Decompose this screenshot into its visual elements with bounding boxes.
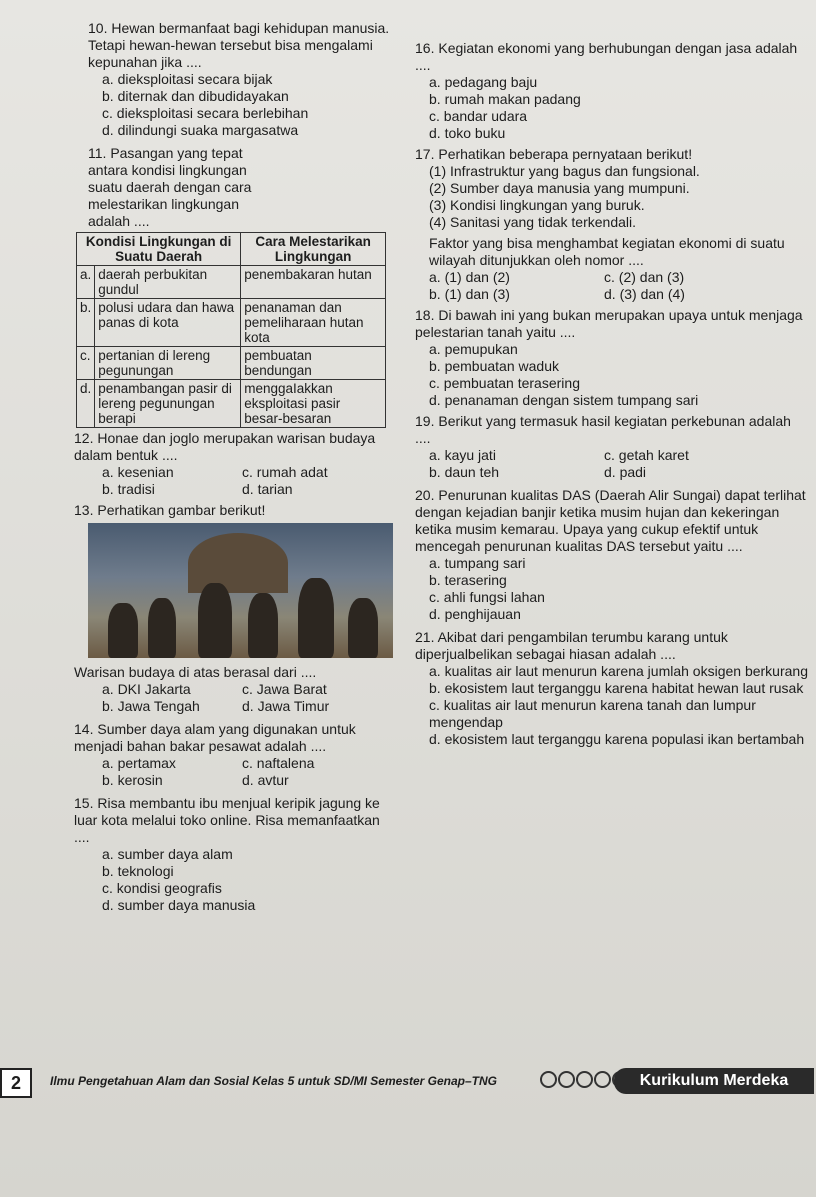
question-stem: 11. Pasangan yang tepat antara kondisi lingkungan suatu daerah dengan cara melestarikan lingkungan adalah ....: [88, 145, 252, 229]
option: a. kayu jati: [429, 447, 496, 463]
question-followup: Warisan budaya di atas berasal dari ....: [74, 664, 317, 680]
table-row: [77, 380, 386, 428]
option: a. dieksploitasi secara bijak: [102, 71, 273, 87]
option: a. kualitas air laut menurun karena jumlah oksigen berkurang: [429, 663, 808, 679]
table-cell: a.: [77, 266, 95, 299]
cultural-dance-photo: [88, 523, 393, 658]
option: b. diternak dan dibudidayakan: [102, 88, 289, 104]
option: b. pembuatan waduk: [429, 358, 559, 374]
option: d. tarian: [242, 481, 293, 497]
option: c. pembuatan terasering: [429, 375, 580, 391]
question-stem: 19. Berikut yang termasuk hasil kegiatan perkebunan adalah ....: [415, 413, 791, 446]
question-stem: 16. Kegiatan ekonomi yang berhubungan dengan jasa adalah ....: [415, 40, 798, 73]
option: a. DKI Jakarta: [102, 681, 191, 697]
statement: (1) Infrastruktur yang bagus dan fungsional.: [429, 163, 700, 179]
option: d. toko buku: [429, 125, 506, 141]
option: d. Jawa Timur: [242, 698, 330, 714]
question-19: [415, 413, 810, 481]
question-stem: 21. Akibat dari pengambilan terumbu karang untuk diperjualbelikan sebagai hiasan adalah ....: [415, 629, 728, 662]
option: a. pemupukan: [429, 341, 518, 357]
table-cell: menggaIakkan eksploitasi pasir besar-besaran: [241, 380, 386, 428]
table-cell: penembakaran hutan: [241, 266, 386, 299]
question-stem: 18. Di bawah ini yang bukan merupakan upaya untuk menjaga pelestarian tanah yaitu ....: [415, 307, 803, 340]
table-cell: pertanian di lereng pegunungan: [95, 347, 241, 380]
question-12: [74, 430, 408, 498]
option: a. kesenian: [102, 464, 174, 480]
option: d. padi: [604, 464, 647, 480]
table-cell: b.: [77, 299, 95, 347]
question-14: [74, 721, 408, 789]
left-column: [74, 20, 408, 914]
option: a. pertamax: [102, 755, 176, 771]
option-row: [88, 772, 408, 789]
page-footer: [0, 1062, 816, 1098]
curriculum-badge: Kurikulum Merdeka: [614, 1068, 814, 1094]
table-row: [77, 266, 386, 299]
question-15: [74, 795, 408, 914]
option-row: [88, 681, 408, 698]
table-header: Cara Melestarikan Lingkungan: [241, 233, 386, 266]
option: b. (1) dan (3): [429, 286, 510, 302]
table-row: [77, 299, 386, 347]
table-header: Kondisi Lingkungan di Suatu Daerah: [77, 233, 241, 266]
question-stem: 15. Risa membantu ibu menjual keripik jagung ke luar kota melalui toko online. Risa memanfaatkan ....: [74, 795, 380, 845]
option: d. ekosistem laut terganggu karena populasi ikan bertambah: [429, 731, 805, 747]
option: b. daun teh: [429, 464, 500, 480]
question-stem: 14. Sumber daya alam yang digunakan untuk menjadi bahan bakar pesawat adalah ....: [74, 721, 356, 754]
question-ask: Faktor yang bisa menghambat kegiatan ekonomi di suatu wilayah ditunjukkan oleh nomor ....: [429, 235, 785, 268]
option: a. tumpang sari: [429, 555, 526, 571]
option: d. dilindungi suaka margasatwa: [102, 122, 299, 138]
option: c. ahli fungsi lahan: [429, 589, 545, 605]
table-cell: penambangan pasir di lereng pegunungan berapi: [95, 380, 241, 428]
option-row: [88, 481, 408, 498]
option-row: [415, 447, 810, 464]
right-column: [415, 40, 810, 748]
option-row: [88, 698, 408, 715]
question-11: [80, 145, 408, 428]
option-row: [415, 269, 810, 286]
question-stem: 13. Perhatikan gambar berikut!: [74, 502, 266, 518]
table-cell: d.: [77, 380, 95, 428]
option: b. Jawa Tengah: [102, 698, 200, 714]
option: a. (1) dan (2): [429, 269, 510, 285]
option: b. terasering: [429, 572, 507, 588]
option: d. sumber daya manusia: [102, 897, 256, 913]
question-10: [88, 20, 408, 139]
option: c. kondisi geografis: [102, 880, 222, 896]
conditions-table: [76, 232, 386, 428]
question-21: [415, 629, 810, 748]
option: c. dieksploitasi secara berlebihan: [102, 105, 309, 121]
option: c. naftalena: [242, 755, 315, 771]
table-cell: polusi udara dan hawa panas di kota: [95, 299, 241, 347]
option: d. penanaman dengan sistem tumpang sari: [429, 392, 699, 408]
table-cell: c.: [77, 347, 95, 380]
option: c. kualitas air laut menurun karena tanah dan lumpur mengendap: [429, 697, 756, 730]
table-row: [77, 347, 386, 380]
statement: (2) Sumber daya manusia yang mumpuni.: [429, 180, 690, 196]
option: d. (3) dan (4): [604, 286, 685, 302]
table-cell: penanaman dan pemeliharaan hutan kota: [241, 299, 386, 347]
question-stem: 20. Penurunan kualitas DAS (Daerah Alir Sungai) dapat terlihat dengan kejadian banjir ketika musim hujan dan kekeringan ketika musim kemarau. Upaya yang cukup efektif untuk mencegah penurunan kualitas DAS tersebut yaitu ....: [415, 487, 806, 554]
question-17: [415, 146, 810, 303]
question-20: [415, 487, 810, 623]
option-row: [88, 755, 408, 772]
option: b. rumah makan padang: [429, 91, 581, 107]
option: c. bandar udara: [429, 108, 528, 124]
question-16: [415, 40, 810, 142]
book-title: Ilmu Pengetahuan Alam dan Sosial Kelas 5 untuk SD/MI Semester Genap–TNG: [50, 1074, 498, 1088]
option: d. penghijauan: [429, 606, 521, 622]
option: d. avtur: [242, 772, 289, 788]
question-18: [415, 307, 810, 409]
question-stem: 10. Hewan bermanfaat bagi kehidupan manusia. Tetapi hewan-hewan tersebut bisa mengalami kepunahan jika ....: [88, 20, 390, 70]
option: b. ekosistem laut terganggu karena habitat hewan laut rusak: [429, 680, 804, 696]
question-13: [74, 502, 408, 715]
option-row: [415, 464, 810, 481]
statement: (4) Sanitasi yang tidak terkendali.: [429, 214, 636, 230]
option: a. pedagang baju: [429, 74, 538, 90]
question-stem: 17. Perhatikan beberapa pernyataan berikut!: [415, 146, 693, 162]
option: a. sumber daya alam: [102, 846, 233, 862]
option: b. teknologi: [102, 863, 174, 879]
option: c. getah karet: [604, 447, 689, 463]
table-cell: pembuatan bendungan: [241, 347, 386, 380]
question-stem: 12. Honae dan joglo merupakan warisan budaya dalam bentuk ....: [74, 430, 376, 463]
option: c. rumah adat: [242, 464, 328, 480]
option-row: [415, 286, 810, 303]
statement: (3) Kondisi lingkungan yang buruk.: [429, 197, 645, 213]
table-cell: daerah perbukitan gundul: [95, 266, 241, 299]
page-number: 2: [0, 1068, 32, 1098]
option: c. (2) dan (3): [604, 269, 685, 285]
table-header-row: [77, 233, 386, 266]
option-row: [88, 464, 408, 481]
option: b. kerosin: [102, 772, 163, 788]
option: c. Jawa Barat: [242, 681, 327, 697]
option: b. tradisi: [102, 481, 155, 497]
